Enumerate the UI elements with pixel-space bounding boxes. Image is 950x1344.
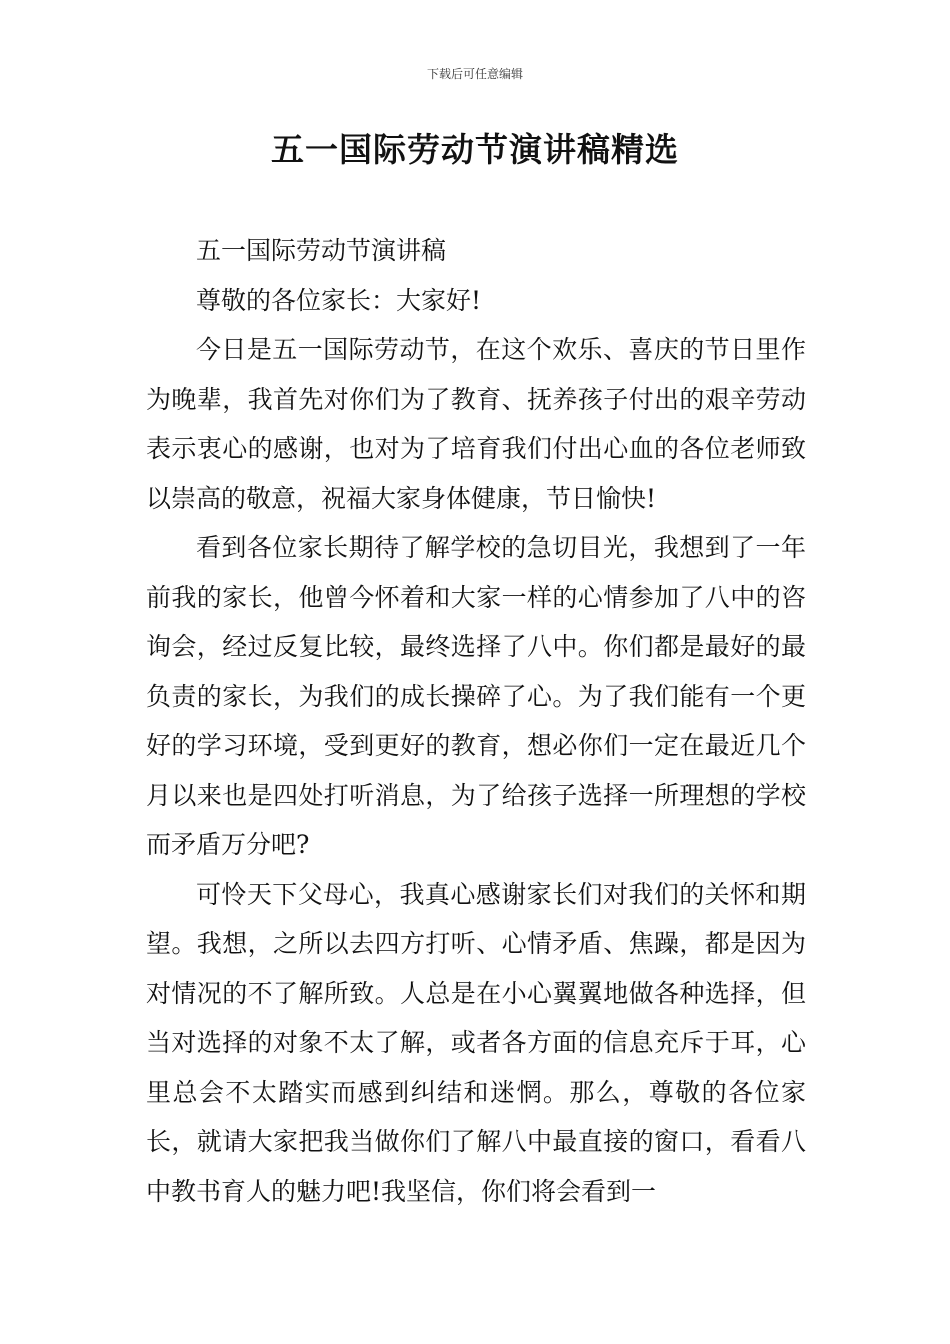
paragraph: 看到各位家长期待了解学校的急切目光，我想到了一年前我的家长，他曾今怀着和大家一样的心情参加了八中的咨询会，经过反复比较，最终选择了八中。你们都是最好的最负责的家长，为我们的成长操碎了心。为了我们能有一个更好的学习环境，受到更好的教育，想必你们一定在最近几个月以来也是四处打听消息，为了给孩子选择一所理想的学校而矛盾万分吧? bbox=[146, 533, 806, 859]
paragraph: 今日是五一国际劳动节，在这个欢乐、喜庆的节日里作为晚辈，我首先对你们为了教育、抚养孩子付出的艰辛劳动表示衷心的感谢，也对为了培育我们付出心血的各位老师致以崇高的敬意，祝福大家身体健康，节日愉快! bbox=[146, 335, 806, 513]
document-title: 五一国际劳动节演讲稿精选 bbox=[271, 130, 679, 169]
paragraph: 可怜天下父母心，我真心感谢家长们对我们的关怀和期望。我想，之所以去四方打听、心情矛盾、焦躁，都是因为对情况的不了解所致。人总是在小心翼翼地做各种选择，但当对选择的对象不太了解，或者各方面的信息充斥于耳，心里总会不太踏实而感到纠结和迷惘。那么，尊敬的各位家长，就请大家把我当做你们了解八中最直接的窗口，看看八中教书育人的魅力吧!我坚信，你们将会看到一 bbox=[146, 879, 806, 1206]
paragraph-subtitle: 五一国际劳动节演讲稿 bbox=[196, 236, 447, 265]
document-body bbox=[146, 226, 806, 1216]
header-note: 下载后可任意编辑 bbox=[426, 67, 523, 81]
paragraph-greeting: 尊敬的各位家长：大家好! bbox=[196, 285, 482, 315]
